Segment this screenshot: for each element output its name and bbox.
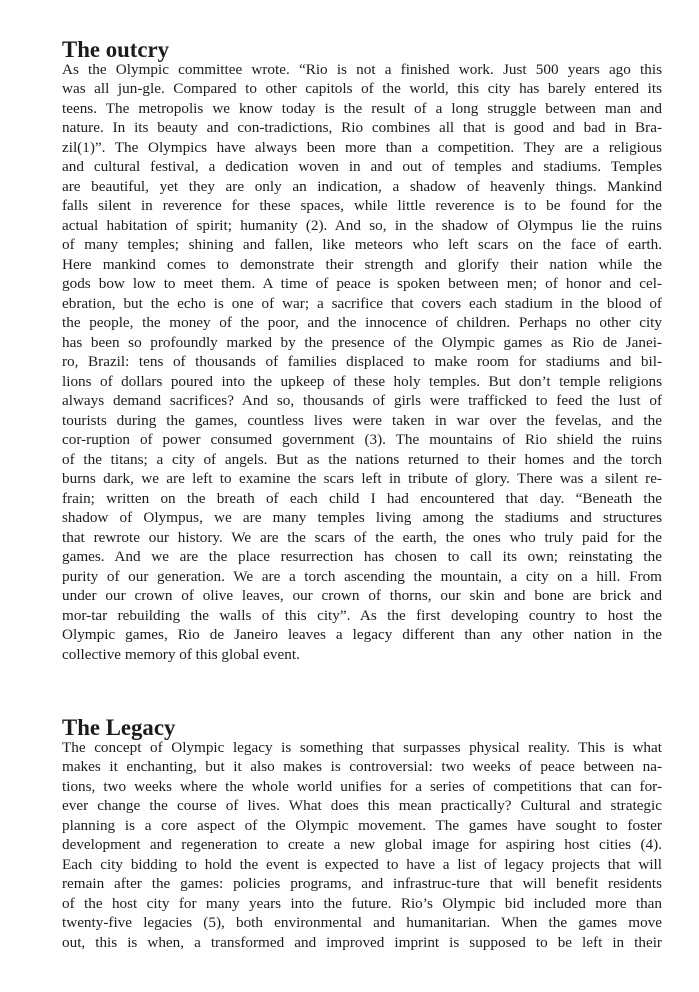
text-line: teens. The metropolis we know today is the result of a long struggle between man and: [62, 99, 662, 117]
text-line: ever change the course of lives. What does this mean practically? Cultural and strategic: [62, 797, 662, 814]
text-line: tourists during the games, countless lives were taken in war over the fevelas, and the: [62, 411, 662, 429]
text-line: collective memory of this global event.: [62, 645, 300, 663]
text-line: the people, the money of the poor, and the innocence of children. Perhaps no other city: [62, 314, 662, 331]
text-line: frain; written on the breath of each child I had encountered that day. “Beneath the: [62, 489, 662, 507]
text-line: was all jun-gle. Compared to other capitols of the world, this city has barely entered its: [62, 80, 662, 97]
document-page: [62, 37, 662, 951]
text-line: cor-ruption of power consumed government (3). The mountains of Rio shield the ruins: [62, 431, 662, 448]
text-line: remain after the games: policies programs, and infrastruc-ture that will benefit residents: [62, 875, 662, 892]
text-line: has been so profoundly marked by the presence of the Olympic games as Rio de Janei-: [62, 333, 662, 351]
text-line: twenty-five legacies (5), both environmental and humanitarian. When the games move: [62, 914, 662, 931]
text-line: Each city bidding to hold the event is expected to have a list of legacy projects that will: [62, 855, 662, 873]
text-line: Olympic games, Rio de Janeiro leaves a legacy different than any other nation in the: [62, 626, 662, 643]
text-line: purity of our generation. We are a torch ascending the mountain, a city on a hill. From: [62, 567, 662, 585]
text-line: gods bow low to meet them. A time of peace is spoken between men; of honor and cel-: [62, 275, 662, 292]
section-title-outcry: The outcry: [62, 37, 170, 62]
text-line: that rewrote our history. We are the scars of the earth, the ones who truly paid for the: [62, 528, 662, 546]
text-line: nature. In its beauty and con-tradictions, Rio combines all that is good and bad in Bra-: [62, 119, 662, 136]
text-line: always demand sacrifices? And so, thousands of girls were trafficked to feed the lust of: [62, 392, 662, 409]
text-line: mor-tar rebuilding the walls of this city”. As the first developing country to host the: [62, 606, 662, 624]
text-line: falls silent in reverence for these spaces, while little reverence is to be found for the: [62, 197, 662, 214]
text-line: ro, Brazil: tens of thousands of families displaced to make room for stadiums and bil-: [62, 353, 662, 370]
text-line: As the Olympic committee wrote. “Rio is not a finished work. Just 500 years ago this: [62, 60, 662, 78]
text-line: under our crown of olive leaves, our crown of thorns, our skin and bone are brick and: [62, 587, 662, 604]
text-line: and cultural festival, a dedication woven in and out of temples and stadiums. Temples: [62, 158, 662, 175]
text-line: shadow of Olympus, we are many temples living among the stadiums and structures: [62, 509, 662, 526]
text-line: Here mankind comes to demonstrate their strength and glorify their nation while the: [62, 255, 662, 273]
text-line: makes it enchanting, but it also makes is controversial: two weeks of peace between na-: [62, 758, 662, 775]
text-line: of many temples; shining and fallen, like meteors who left scars on the face of earth.: [62, 236, 662, 253]
text-line: out, this is when, a transformed and improved imprint is supposed to be left in their: [62, 933, 662, 951]
section-legacy: [62, 715, 662, 952]
text-line: The concept of Olympic legacy is something that surpasses physical reality. This is what: [62, 738, 662, 756]
section-outcry-body: [62, 60, 662, 665]
section-title-legacy: The Legacy: [62, 715, 176, 740]
text-line: lions of dollars poured into the upkeep of these holy temples. But don’t temple religions: [62, 372, 662, 390]
text-line: of the host city for many years into the future. Rio’s Olympic bid included more than: [62, 894, 662, 912]
text-line: development and regeneration to create a new global image for aspiring host cities (4).: [62, 836, 662, 853]
text-line: of the titans; a city of angels. But as the nations returned to their homes and the torch: [62, 450, 662, 468]
text-line: burns dark, we are left to examine the scars left in tribute of glory. There was a silent re-: [62, 470, 662, 487]
text-line: actual habitation of spirit; humanity (2). And so, in the shadow of Olympus lie the ruins: [62, 216, 662, 234]
text-line: zil(1)”. The Olympics have always been more than a competition. They are a religious: [62, 138, 662, 156]
text-line: are beautiful, yet they are only an indication, a shadow of heavenly things. Mankind: [62, 177, 662, 195]
text-line: games. And we are the place resurrection has chosen to call its own; reinstating the: [62, 548, 662, 565]
text-line: tions, two weeks where the whole world unifies for a series of competitions that can for-: [62, 777, 662, 795]
section-outcry: [62, 37, 662, 664]
text-line: planning is a core aspect of the Olympic movement. The games have sought to foster: [62, 816, 662, 834]
section-legacy-body: [62, 738, 662, 953]
text-line: ebration, but the echo is one of war; a sacrifice that covers each stadium in the blood of: [62, 294, 662, 312]
